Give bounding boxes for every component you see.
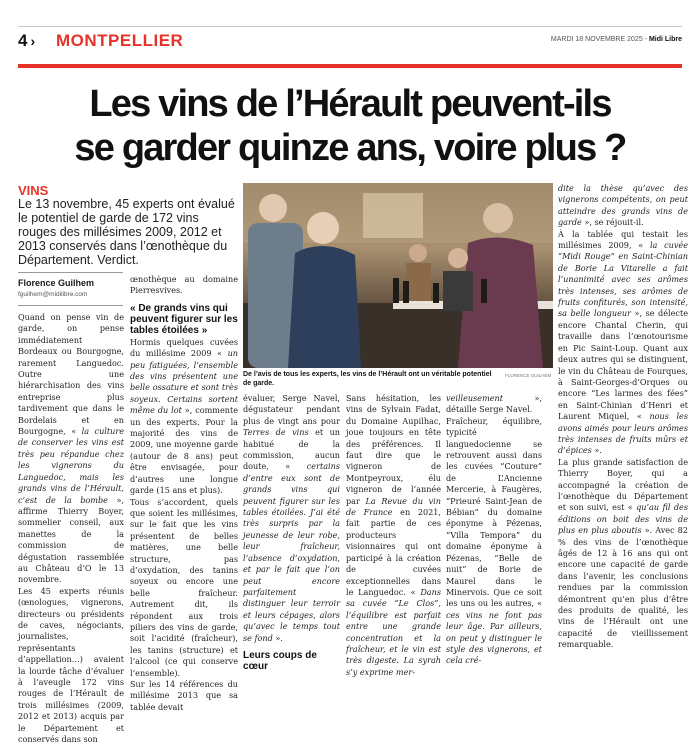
text-run: la culture de conserver les vins est très peu répandue chez les vignerons du Languedoc, mais les grands vins de l’Hérault, c’est de la bombe	[18, 426, 124, 505]
chevron-right-icon: ›	[30, 33, 36, 49]
text-run: », commente un des experts. Pour la majorité des vins de 2009, une moyenne garde (autour de 8 ans) peut être envisagée, pour d’autres une longue garde (15 ans et plus).	[130, 405, 238, 496]
text-run: en 2021, fait partie de ces producteurs visionnaires qui ont participé à la création de cuvées exceptionnelles dans le Languedoc. «	[346, 507, 441, 597]
text-run: », se délecte encore Chantal Cherin, qui travaille dans l’œnotourisme en Pic Saint-Loup. Quant aux deux autres qui se distinguent, le vin du Château de Fourques, à Saint-Georges-d’Orques ou encore “Les larmes des fées” en Saint-Chinian d’Henri et Laurent Miquel, «	[558, 308, 688, 422]
headline: Les vins de l’Hérault peuvent-ils se garder quinze ans, voire plus ?	[74, 83, 626, 169]
divider	[18, 272, 123, 273]
text-run: la cuvée “Midi Rouge” en Saint-Chinian de Borie La Vitarelle a fait l’unanimité avec ses arômes très intenses, ses arômes de fruits confiturés, son intensité, sa belle longueur	[558, 240, 688, 319]
paragraph	[18, 312, 124, 586]
text-run: un peu fatiguées, l’ensemble des vins présentent une belle ossature et sont très soyeux. Certains sortent même du lot	[130, 348, 238, 416]
article-column-5	[446, 393, 542, 667]
text-run: Quand on pense vin de garde, on pense immédiatement Bordeaux ou Bourgogne, rarement Languedoc. Outre une hiérarchisation des vins entreprise plus tardivement que dans le Bordelais et en Bourgogne, «	[18, 312, 124, 437]
section-bar	[18, 64, 682, 68]
text-run: Hormis quelques cuvées du millésime 2009 «	[130, 336, 238, 359]
article-column-2	[130, 274, 238, 713]
text-run: œnothèque au domaine Pierresvives.	[130, 274, 238, 296]
article-column-3	[243, 393, 340, 673]
paragraph	[446, 416, 542, 667]
article-column-1	[18, 312, 124, 745]
text-run: qu’au fil des éditions on boit des vins de plus en plus aboutis	[558, 502, 688, 536]
text-run: », se réjouit-il.	[581, 217, 644, 228]
text-run: Sur les 14 références du millésime 2013 que sa tablée devait	[130, 679, 238, 712]
text-run: dite la thèse qu’avec des vignerons compétents, on peut atteindre des grands vins de garde	[558, 183, 688, 228]
wine-tasting-photo	[243, 183, 553, 368]
text-run: », affirme Thierry Boyer, sommelier conseil, aux manettes de la commission de dégustation rassemblée au Château d’O le 13 novembre.	[18, 494, 124, 585]
text-run: Terres de vins	[243, 427, 309, 438]
text-run: et un habitué de la commission, aucun doute, «	[243, 427, 340, 472]
kicker: VINS	[18, 183, 49, 198]
text-run: La Revue du vin de France	[346, 495, 441, 518]
text-run: À la tablée qui testait les millésimes 2009, «	[558, 228, 688, 251]
text-run: évaluer, Serge Navel, dégustateur pendant plus de vingt ans pour	[243, 393, 340, 426]
section-title: MONTPELLIER	[56, 31, 184, 50]
article-column-4	[346, 393, 441, 678]
subheading: Leurs coups de cœur	[243, 649, 317, 672]
divider	[18, 305, 123, 306]
dateline	[551, 36, 682, 43]
paragraph	[558, 457, 688, 651]
paragraph	[130, 274, 238, 297]
text-run: Les 45 experts réunis (œnologues, vignerons, directeurs ou présidents de caves, négociants, journalistes, représentants d’appellation…) avaient la lourde tâche d’évaluer à l’aveugle 172 vins rouges de l’Hérault de trois millésimes (2009, 2012 et 2013) acquis par le Département et conservés dans son	[18, 585, 124, 745]
photo-credit: FLORENCE GUILHEM	[505, 373, 552, 378]
text-run: ».	[272, 632, 283, 643]
author-name: Florence Guilhem	[18, 278, 95, 288]
page-number	[18, 31, 35, 51]
text-run: veilleusement	[446, 393, 504, 403]
text-run: ». Avec 82 % des vins de l’œnothèque âgés de 12 à 16 ans qui ont encore une capacité de garde dans l’avenir, les conclusions rendues par la commission démontrent qu’en plus d’être des produits de qualité, les vins de l’Hérault ont une capacité de vieillissement remarquable.	[558, 525, 688, 650]
paragraph	[243, 393, 340, 644]
text-run: nous les avons aimés pour leurs arômes très intenses de fruits mûrs et d’épices	[558, 411, 688, 456]
paragraph	[558, 229, 688, 457]
newspaper-name: Midi Libre	[648, 36, 682, 43]
paragraph	[18, 586, 124, 745]
text-run: », détaille Serge Navel.	[446, 393, 542, 415]
paragraph	[130, 497, 238, 680]
text-run: Dans sa cuvée “Le Clos”, l’équilibre est parfait entre une grande concentration et la fraîcheur, et le vin est très digeste. La syrah s’y exprime mer-	[346, 586, 441, 677]
text-run: ces vins ne font pas leur âge. Par ailleurs, on peut y distinguer le style des vignerons, et cela cré-	[446, 609, 542, 666]
paragraph	[243, 650, 340, 672]
lead-paragraph: Le 13 novembre, 45 experts ont évalué le potentiel de garde de 172 vins rouges des millésimes 2009, 2012 et 2013 conservés dans l’œnothèque du Département. Verdict.	[18, 197, 235, 267]
text-run: Tous s’accordent, quels que soient les millésimes, sur le fait que les vins présentent de belles matières, une belle structure, pas d’oxydation, des tanins soyeux ou encore une belle fraîcheur. Autrement dit, ils répondent aux trois piliers des vins de garde, soit l’acidité (fraîcheur), les tanins (structure) et l’alcool (ce qui conserve l’ensemble).	[130, 496, 238, 678]
header-rule	[18, 26, 682, 27]
article-photo	[243, 183, 553, 368]
paragraph	[130, 679, 238, 713]
paragraph	[130, 337, 238, 497]
page-number-text: 4	[18, 31, 28, 50]
text-run: certains d’entre eux sont de grands vins qui peuvent figurer sur les tables étoilées. J’ai été très surpris par la jeunesse de leur robe, leur fraîcheur, l’absence d’oxydation, et par le fait que l’on peut encore parfaitement distinguer leur terroir et leurs cépages, alors qu’avec le temps tout se fond	[243, 461, 340, 643]
date: MARDI 18 NOVEMBRE 2025 -	[550, 36, 649, 43]
article-column-6	[558, 183, 688, 651]
text-run: La plus grande satisfaction de Thierry Boyer, qui a accompagné la création de l’œnothèque du Département et son suivi, est «	[558, 456, 688, 513]
paragraph	[346, 393, 441, 678]
subheading: « De grands vins qui peuvent figurer sur les tables étoilées »	[130, 302, 238, 336]
paragraph	[558, 183, 688, 229]
text-run: Sans hésitation, les vins de Sylvain Fadat, du Domaine Aupilhac, joue toujours en tête des préférences. Il faut dire que le vigneron de Montpeyroux, élu vigneron de l’année par	[346, 393, 441, 506]
text-run: Fraîcheur, équilibre, typicité languedocienne se retrouvent aussi dans les cuvées “Couture” de L’Ancienne Mercerie, à Faugères, “Prieuré Saint-Jean de Bébian” du domaine éponyme à Pézenas, “Villa Tempora” du domaine éponyme à Pézenas, “Belle de nuit” de Borie de Maurel dans le Minervois. Que ce soit les uns ou les autres, «	[446, 415, 542, 609]
photo-caption: De l’avis de tous les experts, les vins de l’Hérault ont un véritable potentiel de garde.	[243, 371, 492, 387]
paragraph	[130, 303, 238, 336]
paragraph	[446, 393, 542, 416]
text-run: ».	[591, 445, 602, 456]
author-email[interactable]: fguilhem@midilibre.com	[18, 291, 88, 298]
